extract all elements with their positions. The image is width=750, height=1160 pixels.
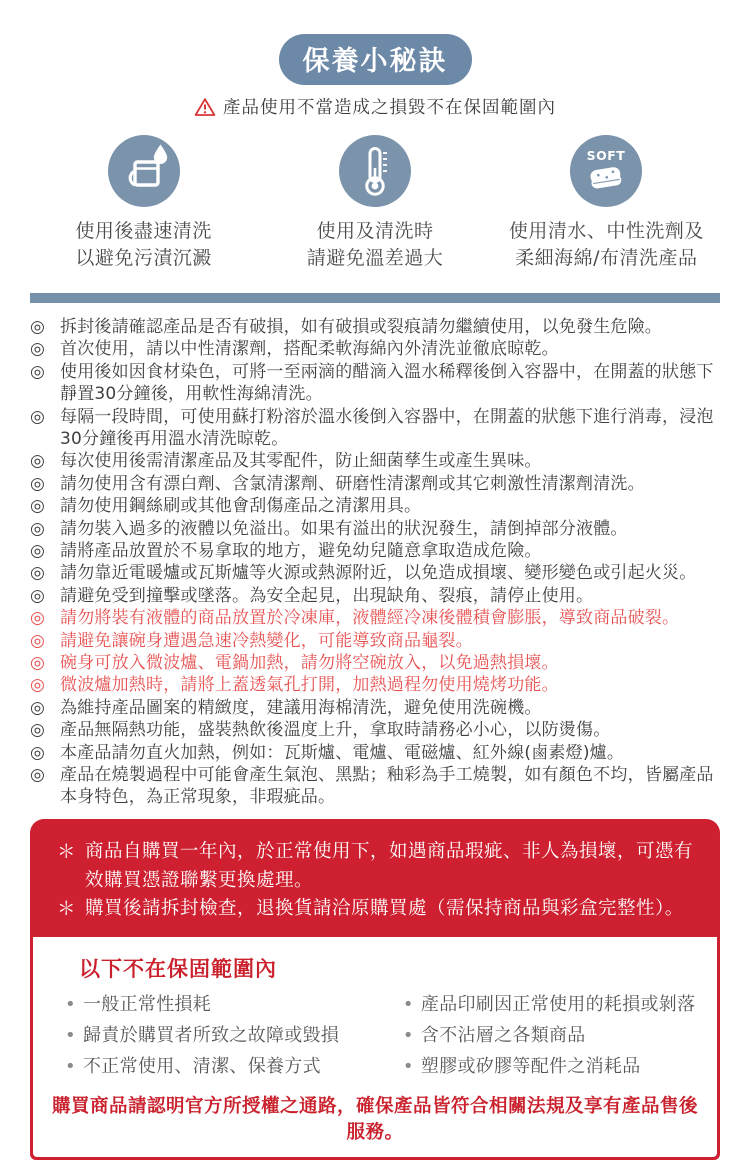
care-note (30, 473, 720, 495)
soft-sponge-icon (570, 135, 642, 207)
official-channel-notice: 購買商品請認明官方所授權之通路，確保產品皆符合相關法規及享有產品售後服務。 (51, 1095, 698, 1143)
care-note-text: 每次使用後需清潔產品及其零配件，防止細菌孳生或產生異味。 (60, 451, 542, 472)
header (0, 34, 750, 85)
not-covered-item-text: 含不沾層之各類商品 (420, 1024, 586, 1046)
care-note (30, 540, 720, 562)
sponge-soft-label: SOFT (586, 148, 626, 163)
warranty-statements (33, 822, 717, 937)
care-note-text: 請勿靠近電暖爐或瓦斯爐等火源或熱源附近，以免造成損壞、變形變色或引起火災。 (60, 563, 697, 584)
list-bullet: ◎ (30, 406, 46, 427)
thermometer-icon (339, 135, 411, 207)
not-covered-title: 以下不在保固範圍內 (79, 956, 277, 981)
care-note (30, 607, 720, 629)
caption-line: 請避免溫差過大 (306, 246, 444, 269)
care-note-text: 請勿使用鋼絲刷或其他會刮傷產品之清潔用具。 (60, 496, 422, 517)
list-bullet: ◎ (30, 518, 46, 539)
list-bullet: ＊ (57, 899, 77, 921)
list-bullet: ◎ (30, 720, 46, 741)
not-covered-item (63, 1052, 401, 1083)
care-note-text: 請避免受到撞擊或墜落。為安全起見，出現缺角、裂痕，請停止使用。 (60, 585, 594, 606)
care-icon-col-rinse (28, 135, 259, 272)
care-note (30, 316, 720, 338)
list-bullet: ◎ (30, 585, 46, 606)
caption-line: 使用後盡速清洗 (75, 220, 212, 242)
care-icons-row (28, 135, 722, 272)
care-caption-temperature (259, 218, 490, 272)
not-covered-item-text: 塑膠或矽膠等配件之消耗品 (420, 1055, 641, 1077)
caption-line: 使用清水、中性洗劑及 (508, 220, 704, 242)
caption-line: 使用及清洗時 (316, 220, 434, 242)
care-note-text: 拆封後請確認產品是否有破損，如有破損或裂痕請勿繼續使用，以免發生危險。 (60, 316, 662, 337)
care-note-text: 首次使用，請以中性清潔劑，搭配柔軟海綿內外清洗並徹底晾乾。 (60, 339, 559, 360)
section-divider-bar (30, 293, 720, 303)
warranty-warning-row (0, 94, 750, 119)
list-bullet: ◎ (30, 742, 46, 763)
list-bullet: ◎ (30, 451, 46, 472)
warranty-list (57, 838, 693, 924)
list-bullet: • (65, 1055, 76, 1077)
page-title: 保養小秘訣 (279, 34, 472, 85)
list-bullet: ◎ (30, 608, 46, 629)
list-bullet: ◎ (30, 630, 46, 651)
list-bullet: • (402, 993, 414, 1015)
care-note (30, 338, 720, 360)
not-covered-item (401, 1021, 699, 1052)
care-note (30, 406, 720, 451)
care-icon-col-sponge (491, 135, 722, 272)
not-covered-item (63, 990, 401, 1021)
not-covered-item-text: 不正常使用、清潔、保養方式 (83, 1055, 321, 1077)
list-bullet: • (65, 993, 76, 1015)
list-bullet: ◎ (30, 316, 46, 337)
care-note-text: 使用後如因食材染色，可將一至兩滴的醋滴入溫水稀釋後倒入容器中，在開蓋的狀態下靜置30分鐘後，用軟性海綿清洗。 (60, 361, 714, 405)
warranty-item-text: 商品自購買一年內，於正常使用下，如遇商品瑕疵、非人為損壞，可憑有效購買憑證聯繫更換處理。 (85, 840, 694, 891)
care-note-text: 請避免讓碗身遭遇急速冷熱變化，可能導致商品龜裂。 (60, 630, 473, 651)
not-covered-item-text: 一般正常性損耗 (83, 993, 212, 1015)
not-covered-item (401, 990, 699, 1021)
warning-text: 產品使用不當造成之損毀不在保固範圍內 (223, 98, 556, 118)
care-note (30, 518, 720, 540)
care-note (30, 630, 720, 652)
not-covered-left-column (51, 990, 401, 1083)
care-note-text: 請勿將裝有液體的商品放置於冷凍庫，液體經冷凍後體積會膨脹，導致商品破裂。 (60, 608, 680, 629)
not-covered-item (401, 1052, 699, 1083)
care-notes-list (30, 316, 720, 809)
care-note (30, 742, 720, 764)
care-note (30, 719, 720, 741)
caption-line: 柔細海綿/布清洗產品 (515, 246, 698, 269)
not-covered-columns (51, 990, 699, 1083)
warranty-item-text: 購買後請拆封檢查，退換貨請洽原購買處（需保持商品與彩盒完整性）。 (85, 898, 684, 920)
care-note-text: 請勿使用含有漂白劑、含氯清潔劑、研磨性清潔劑或其它刺激性清潔劑清洗。 (60, 473, 645, 494)
care-note-text: 請將產品放置於不易拿取的地方，避免幼兒隨意拿取造成危險。 (60, 541, 542, 561)
list-bullet: ◎ (30, 361, 46, 382)
care-note-text: 產品無隔熱功能，盛裝熱飲後溫度上升，拿取時請務必小心，以防燙傷。 (60, 720, 611, 741)
list-bullet: • (65, 1024, 76, 1046)
not-covered-box (33, 937, 717, 1157)
care-note-text: 請勿裝入過多的液體以免溢出。如果有溢出的狀況發生，請倒掉部分液體。 (60, 518, 628, 539)
warranty-section (30, 819, 720, 1160)
care-note-text: 每隔一段時間，可使用蘇打粉溶於溫水後倒入容器中，在開蓋的狀態下進行消毒，浸泡30分鐘後再用溫水清洗晾乾。 (60, 406, 714, 449)
care-note (30, 450, 720, 472)
not-covered-item-text: 歸責於購買者所致之故障或毀損 (83, 1024, 340, 1046)
care-note-text: 產品在燒製過程中可能會產生氣泡、黑點；釉彩為手工燒製，如有顏色不均，皆屬產品本身特色，為正常現象，非瑕疵品。 (60, 765, 714, 808)
list-bullet: ＊ (57, 841, 77, 863)
warning-triangle-icon (194, 97, 216, 117)
list-bullet: ◎ (30, 541, 46, 561)
list-bullet: ◎ (30, 473, 46, 494)
care-note-text: 碗身可放入微波爐、電鍋加熱，請勿將空碗放入，以免過熱損壞。 (60, 653, 559, 674)
care-note (30, 585, 720, 607)
care-caption-sponge (491, 218, 722, 272)
warranty-item (57, 895, 693, 924)
not-covered-item (63, 1021, 401, 1052)
care-icon-col-temperature (259, 135, 490, 272)
mug-water-drop-icon (108, 135, 180, 207)
not-covered-right-column (401, 990, 699, 1083)
care-note (30, 652, 720, 674)
care-note-text: 為維持產品圖案的精緻度，建議用海棉清洗，避免使用洗碗機。 (60, 697, 542, 718)
care-note (30, 674, 720, 696)
care-note (30, 764, 720, 809)
not-covered-item-text: 產品印刷因正常使用的耗損或剝落 (420, 993, 696, 1015)
care-note-text: 本產品請勿直火加熱，例如：瓦斯爐、電爐、電磁爐、紅外線(鹵素燈)爐。 (60, 742, 625, 763)
care-note (30, 562, 720, 584)
list-bullet: ◎ (30, 653, 46, 674)
caption-line: 以避免污漬沉澱 (75, 246, 212, 269)
list-bullet: ◎ (30, 675, 46, 696)
care-note (30, 495, 720, 517)
list-bullet: ◎ (30, 496, 46, 517)
list-bullet: ◎ (30, 765, 46, 786)
care-note (30, 697, 720, 719)
list-bullet: ◎ (30, 563, 46, 584)
list-bullet: ◎ (30, 697, 46, 718)
list-bullet: ◎ (30, 339, 46, 360)
care-note-text: 微波爐加熱時，請將上蓋透氣孔打開，加熱過程勿使用燒烤功能。 (60, 675, 559, 696)
list-bullet: • (402, 1024, 414, 1046)
warranty-item (57, 838, 693, 895)
list-bullet: • (402, 1055, 414, 1077)
care-note (30, 361, 720, 406)
care-caption-rinse (28, 218, 259, 272)
